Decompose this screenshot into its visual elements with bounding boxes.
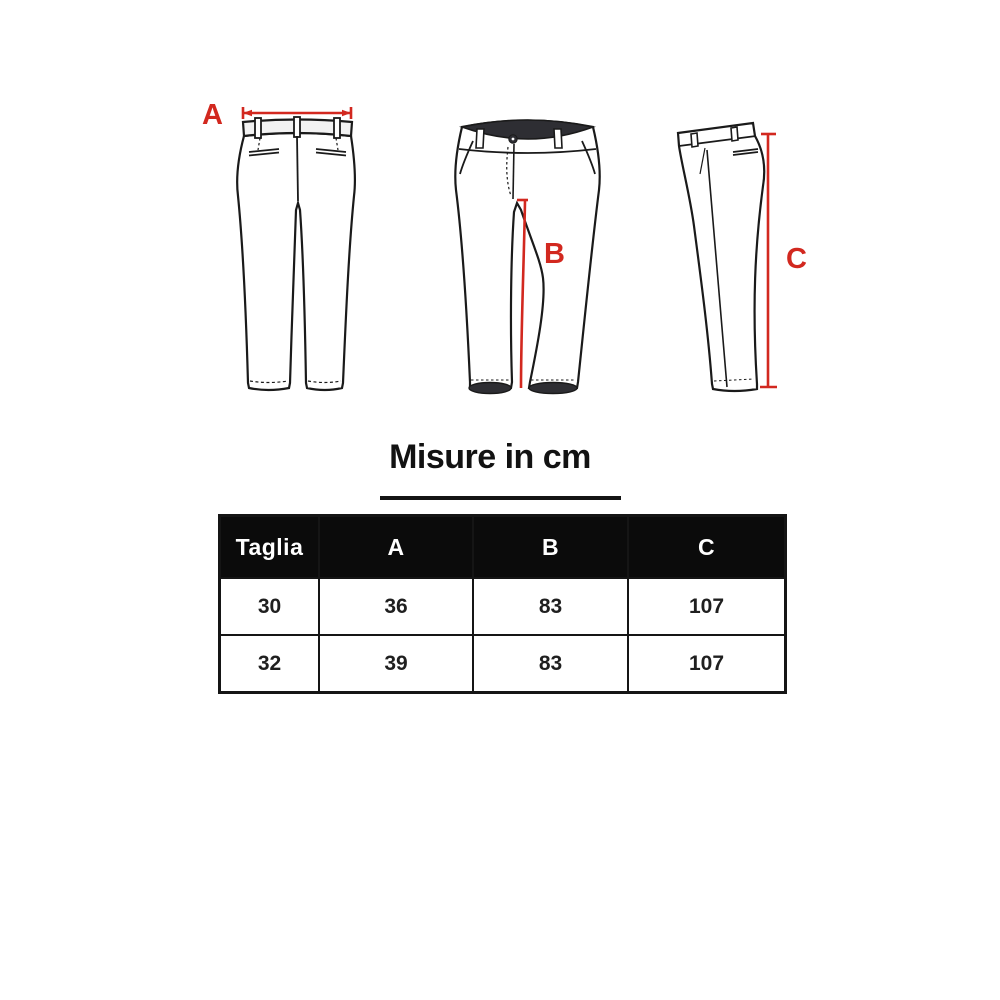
size-table-header-taglia: Taglia xyxy=(221,517,318,577)
size-table-row2-b: 83 xyxy=(474,636,627,691)
side-view-body xyxy=(678,123,764,391)
measure-label-b: B xyxy=(544,238,565,270)
pants-back-view-drawing xyxy=(175,95,390,405)
title-underline xyxy=(380,496,621,500)
size-table-row1-a: 36 xyxy=(320,579,472,634)
size-table-row1-b: 83 xyxy=(474,579,627,634)
measure-label-c: C xyxy=(786,243,807,275)
front-view-body xyxy=(455,121,600,391)
page-title: Misure in cm xyxy=(389,438,591,476)
size-table-row1-taglia: 30 xyxy=(221,579,318,634)
size-table-header-c: C xyxy=(629,517,784,577)
pants-front-view-drawing xyxy=(440,95,615,405)
size-table-row2-taglia: 32 xyxy=(221,636,318,691)
back-view-body xyxy=(237,133,355,390)
front-view-fly-seam xyxy=(513,144,514,199)
measure-label-a: A xyxy=(202,99,223,131)
front-view-right-hem xyxy=(529,383,577,394)
size-table-header-a: A xyxy=(320,517,472,577)
size-table-row2-a: 39 xyxy=(320,636,472,691)
size-table-header-b: B xyxy=(474,517,627,577)
size-table-row1-c: 107 xyxy=(629,579,784,634)
size-table-row2-c: 107 xyxy=(629,636,784,691)
front-view-left-hem xyxy=(469,383,511,394)
back-view-center-seam xyxy=(297,136,298,201)
size-table xyxy=(218,514,787,694)
